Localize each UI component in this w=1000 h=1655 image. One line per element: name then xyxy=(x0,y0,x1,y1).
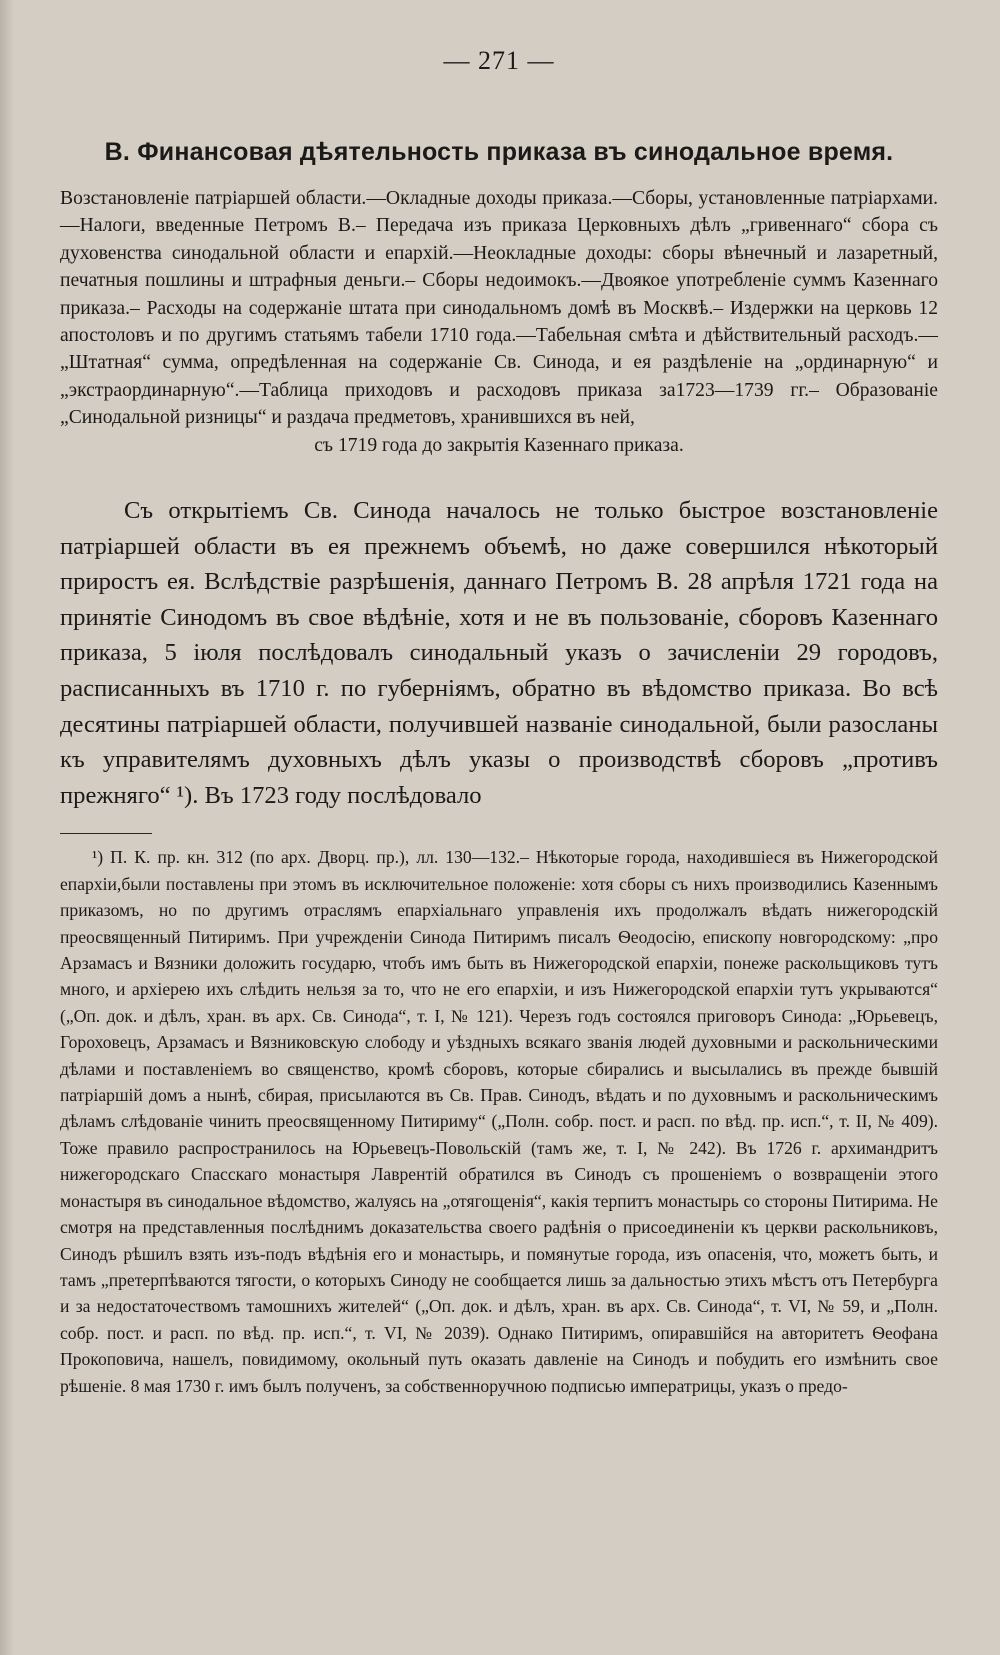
section-title: В. Финансовая дѣятельность приказа въ синодальное время. xyxy=(104,138,894,166)
body-paragraph: Съ открытіемъ Св. Синода началось не только быстрое возстановленіе патріаршей области въ ея прежнемъ объемѣ, но даже совершился нѣкоторый приростъ ея. Вслѣдствіе разрѣшенія, даннаго Петромъ В. 28 апрѣля 1721 года на принятіе Синодомъ въ свое вѣдѣніе, хотя и не въ пользованіе, сборовъ Казеннаго приказа, 5 іюля послѣдовалъ синодальный указъ о зачисленіи 29 городовъ, расписанныхъ въ 1710 г. по губерніямъ, обратно въ вѣдомство приказа. Во всѣ десятины патріаршей области, получившей названіе синодальной, были разосланы къ управителямъ духовныхъ дѣлъ указы о производствѣ сборовъ „противъ прежняго“ ¹). Въ 1723 году послѣдовало xyxy=(60,497,938,809)
footnote: ¹) П. К. пр. кн. 312 (по арх. Дворц. пр.), лл. 130—132.– Нѣкоторые города, находившіеся въ Нижегородской епархіи,были поставлены при этомъ въ исключительное положеніе: хотя сборы съ нихъ производились Казеннымъ приказомъ, но по другимъ отраслямъ епархіальнаго управленія ихъ продолжалъ вѣдать нижегородскій преосвященный Питиримъ. При учрежденіи Синода Питиримъ писалъ Ѳеодосію, епископу новгородскому: „про Арзамасъ и Вязники доложить государю, чтобъ имъ быть въ Нижегородской епархіи, понеже раскольщиковъ тутъ много, и архіерею ихъ слѣдить нельзя за то, что не его епархіи, и изъ Нижегородской епархіи тутъ укрываются“ („Оп. док. и дѣлъ, хран. въ арх. Св. Синода“, т. I, № 121). Черезъ годъ состоялся приговоръ Синода: „Юрьевецъ, Гороховецъ, Арзамасъ и Вязниковскую слободу и уѣздныхъ всякаго званія людей духовными и раскольническими дѣлами и поставленіемъ во священство, кромѣ сборовъ, которые сбирались и высылались въ прежде бывшій патріаршій домъ а нынѣ, сбирая, присылаются въ Св. Прав. Синодъ, вѣдать и по духовнымъ и раскольническимъ дѣламъ слѣдованіе чинить преосвященному Питириму“ („Полн. собр. пост. и расп. по вѣд. пр. исп.“, т. II, № 409). Тоже правило распространилось на Юрьевецъ-Повольскій (тамъ же, т. I, № 242). Въ 1726 г. архимандритъ нижегородскаго Спасскаго монастыря Лаврентій обратился въ Синодъ съ прошеніемъ о возвращеніи этого монастыря въ синодальное вѣдомство, жалуясь на „отягощенія“, какія терпитъ монастырь со стороны Питирима. Не смотря на представленныя послѣднимъ доказательства своего радѣнія о присоединеніи къ церкви раскольниковъ, Синодъ рѣшилъ взять изъ-подъ вѣдѣнія его и монастырь, и помянутые города, изъ опасенія, что, можетъ быть, и тамъ „претерпѣваются тягости, о которыхъ Синоду не сообщается лишь за дальностью этихъ мѣстъ отъ Петербурга и за недостаточествомъ тамошнихъ жителей“ („Оп. док. и дѣлъ, хран. въ арх. Св. Синода“, т. VI, № 59, и „Полн. собр. пост. и расп. по вѣд. пр. исп.“, т. VI, № 2039). Однако Питиримъ, опиравшійся на авторитетъ Ѳеофана Прокоповича, нашелъ, повидимому, окольный путь оказать давленіе на Синодъ и побудить его измѣнить свое рѣшеніе. 8 мая 1730 г. имъ былъ полученъ, за собственноручною подписью императрицы, указъ о предо- xyxy=(60,847,938,1396)
section-summary-last-line: съ 1719 года до закрытія Казеннаго приказа. xyxy=(314,434,684,456)
page-number: — 271 — xyxy=(443,46,555,75)
footnote-divider xyxy=(60,833,152,834)
section-summary: Возстановленіе патріаршей области.—Окладные доходы приказа.—Сборы, установленные патріархами.—Налоги, введенные Петромъ В.– Передача изъ приказа Церковныхъ дѣлъ „гривеннаго“ сбора съ духовенства синодальной области и епархій.—Неокладные доходы: сборы вѣнечный и лазаретный, печатныя пошлины и штрафныя деньги.– Сборы недоимокъ.—Двоякое употребленіе суммъ Казеннаго приказа.– Расходы на содержаніе штата при синодальномъ домѣ въ Москвѣ.– Издержки на церковь 12 апостоловъ и по другимъ статьямъ табели 1710 года.—Табельная смѣта и дѣйствительный расходъ.— „Штатная“ сумма, опредѣленная на содержаніе Св. Синода, и ея раздѣленіе на „ординарную“ и „экстраординарную“.—Таблица приходовъ и расходовъ приказа за1723—1739 гг.– Образованіе „Синодальной ризницы“ и раздача предметовъ, хранившихся въ ней, xyxy=(60,188,938,429)
